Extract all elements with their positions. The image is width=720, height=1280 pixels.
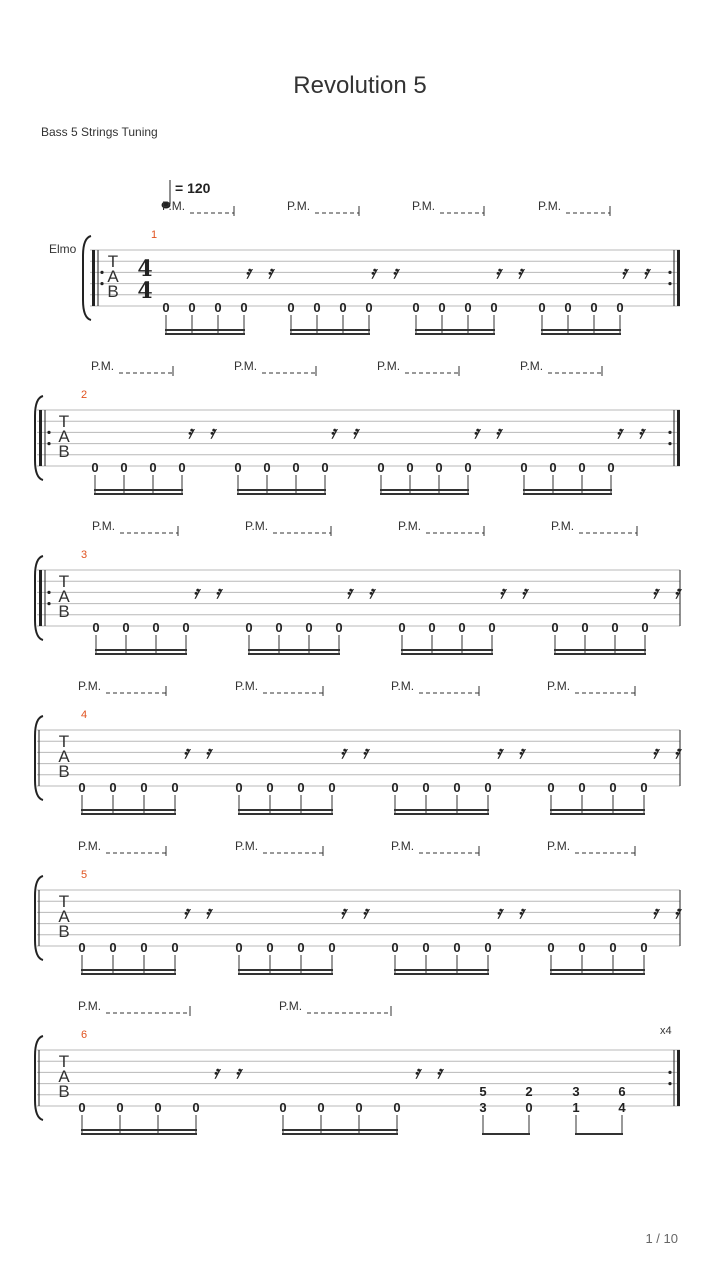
note-beam <box>282 1133 398 1135</box>
fret-number: 0 <box>292 460 300 475</box>
note-beam <box>237 489 326 491</box>
palm-mute-label: P.M. <box>235 839 259 853</box>
repeat-dot <box>100 271 103 274</box>
fret-number: 0 <box>438 300 446 315</box>
fret-number: 0 <box>464 300 472 315</box>
palm-mute-label: P.M. <box>287 199 311 213</box>
fret-number: 0 <box>109 940 117 955</box>
sixteenth-rest: 𝄿 <box>213 1063 219 1083</box>
note-beam <box>81 973 176 975</box>
note-beam <box>81 809 176 811</box>
note-beam <box>541 333 621 335</box>
palm-mute-label: P.M. <box>235 679 259 693</box>
fret-number: 0 <box>78 1100 86 1115</box>
palm-mute-label: P.M. <box>412 199 436 213</box>
fret-number: 5 <box>479 1083 487 1099</box>
sixteenth-rest: 𝄿 <box>473 423 479 443</box>
note-beam <box>81 1129 197 1131</box>
note-beam <box>95 653 187 655</box>
fret-number: 0 <box>305 620 313 635</box>
tab-clef-letter: B <box>58 602 70 621</box>
sixteenth-rest: 𝄿 <box>518 743 524 763</box>
sixteenth-rest: 𝄿 <box>652 903 658 923</box>
fret-number: 0 <box>488 620 496 635</box>
tab-clef-letter: B <box>58 922 70 941</box>
fret-number: 0 <box>484 780 492 795</box>
note-beam <box>95 649 187 651</box>
note-beam <box>401 653 493 655</box>
sixteenth-rest: 𝄿 <box>193 583 199 603</box>
tab-clef-letter: T <box>58 572 70 591</box>
sixteenth-rest: 𝄿 <box>674 903 680 923</box>
fret-number: 0 <box>78 780 86 795</box>
fret-number: 0 <box>297 940 305 955</box>
sixteenth-rest: 𝄿 <box>643 263 649 283</box>
sixteenth-rest: 𝄿 <box>517 263 523 283</box>
fret-number: 0 <box>578 780 586 795</box>
palm-mute-label: P.M. <box>520 359 544 373</box>
tab-clef-letter: A <box>58 1067 70 1086</box>
fret-number: 3 <box>572 1083 580 1099</box>
repeat-end-thick-bar <box>677 410 680 466</box>
fret-number: 0 <box>547 940 555 955</box>
tab-clef-letter: B <box>58 442 70 461</box>
fret-number: 0 <box>188 300 196 315</box>
fret-number: 2 <box>525 1083 533 1099</box>
fret-number: 0 <box>263 460 271 475</box>
fret-number: 0 <box>611 620 619 635</box>
fret-number: 0 <box>458 620 466 635</box>
sixteenth-rest: 𝄿 <box>235 1063 241 1083</box>
note-beam <box>81 969 176 971</box>
fret-number: 0 <box>275 620 283 635</box>
sixteenth-rest: 𝄿 <box>621 263 627 283</box>
palm-mute-label: P.M. <box>78 679 102 693</box>
fret-number: 0 <box>328 940 336 955</box>
fret-number: 0 <box>154 1100 162 1115</box>
note-beam <box>394 813 489 815</box>
note-beam <box>380 489 469 491</box>
fret-number: 0 <box>235 940 243 955</box>
note-beam <box>415 333 495 335</box>
sixteenth-rest: 𝄿 <box>205 903 211 923</box>
fret-number: 0 <box>235 780 243 795</box>
palm-mute-label: P.M. <box>245 519 269 533</box>
tab-clef-letter: A <box>58 747 70 766</box>
fret-number: 0 <box>355 1100 363 1115</box>
sixteenth-rest: 𝄿 <box>267 263 273 283</box>
fret-number: 0 <box>391 780 399 795</box>
note-beam <box>394 809 489 811</box>
page-indicator: 1 / 10 <box>645 1231 678 1246</box>
fret-number: 0 <box>453 780 461 795</box>
note-beam <box>523 493 612 495</box>
fret-number: 0 <box>581 620 589 635</box>
fret-number: 0 <box>171 780 179 795</box>
fret-number: 0 <box>640 940 648 955</box>
sixteenth-rest: 𝄿 <box>209 423 215 443</box>
fret-number: 0 <box>78 940 86 955</box>
bar-number: 2 <box>81 389 88 401</box>
note-beam <box>550 969 645 971</box>
palm-mute-label: P.M. <box>547 839 571 853</box>
sixteenth-rest: 𝄿 <box>652 583 658 603</box>
repeat-dot <box>668 271 671 274</box>
fret-number: 0 <box>435 460 443 475</box>
fret-number: 0 <box>140 780 148 795</box>
fret-number: 0 <box>171 940 179 955</box>
bar-number: 5 <box>81 869 88 881</box>
fret-number: 0 <box>266 780 274 795</box>
sixteenth-rest: 𝄿 <box>183 903 189 923</box>
fret-number: 0 <box>640 780 648 795</box>
fret-number: 0 <box>140 940 148 955</box>
palm-mute-label: P.M. <box>377 359 401 373</box>
fret-number: 0 <box>297 780 305 795</box>
fret-number: 0 <box>116 1100 124 1115</box>
palm-mute-label: P.M. <box>78 839 102 853</box>
note-beam <box>81 813 176 815</box>
tab-clef-letter: T <box>58 1052 70 1071</box>
sixteenth-rest: 𝄿 <box>187 423 193 443</box>
fret-number: 0 <box>91 460 99 475</box>
fret-number: 0 <box>120 460 128 475</box>
fret-number: 0 <box>377 460 385 475</box>
note-beam <box>237 493 326 495</box>
fret-number: 0 <box>406 460 414 475</box>
sixteenth-rest: 𝄿 <box>330 423 336 443</box>
tab-clef-letter: T <box>58 892 70 911</box>
fret-number: 4 <box>618 1100 626 1115</box>
repeat-dot <box>668 1082 671 1085</box>
repeat-start-thick-bar <box>92 250 95 306</box>
fret-number: 0 <box>149 460 157 475</box>
tab-clef-letter: B <box>107 282 119 301</box>
fret-number: 0 <box>578 460 586 475</box>
fret-number: 0 <box>551 620 559 635</box>
fret-number: 0 <box>335 620 343 635</box>
sixteenth-rest: 𝄿 <box>674 583 680 603</box>
bar-number: 4 <box>81 709 88 721</box>
sixteenth-rest: 𝄿 <box>362 743 368 763</box>
fret-number: 0 <box>313 300 321 315</box>
fret-number: 0 <box>152 620 160 635</box>
sixteenth-rest: 𝄿 <box>616 423 622 443</box>
note-beam <box>290 329 370 331</box>
sixteenth-rest: 𝄿 <box>495 423 501 443</box>
time-signature-bottom: 4 <box>137 278 153 304</box>
repeat-count: x4 <box>660 1025 672 1037</box>
fret-number: 1 <box>572 1100 580 1115</box>
palm-mute-label: P.M. <box>538 199 562 213</box>
sixteenth-rest: 𝄿 <box>215 583 221 603</box>
bar-number: 1 <box>151 229 158 241</box>
fret-number: 0 <box>339 300 347 315</box>
repeat-dot <box>100 282 103 285</box>
fret-number: 0 <box>590 300 598 315</box>
fret-number: 0 <box>240 300 248 315</box>
fret-number: 0 <box>616 300 624 315</box>
note-beam <box>94 493 183 495</box>
repeat-dot <box>47 591 50 594</box>
repeat-dot <box>47 602 50 605</box>
song-title: Revolution 5 <box>293 72 427 99</box>
tuning-label: Bass 5 Strings Tuning <box>41 125 158 139</box>
note-beam <box>550 809 645 811</box>
fret-number: 0 <box>490 300 498 315</box>
note-beam <box>380 493 469 495</box>
note-beam <box>248 653 340 655</box>
sixteenth-rest: 𝄿 <box>495 263 501 283</box>
palm-mute-label: P.M. <box>547 679 571 693</box>
note-beam <box>248 649 340 651</box>
fret-number: 0 <box>328 780 336 795</box>
note-beam <box>394 969 489 971</box>
repeat-start-thick-bar <box>39 570 42 626</box>
palm-mute-label: P.M. <box>78 999 102 1013</box>
sixteenth-rest: 𝄿 <box>518 903 524 923</box>
sixteenth-rest: 𝄿 <box>205 743 211 763</box>
repeat-dot <box>47 431 50 434</box>
repeat-end-thick-bar <box>677 1050 680 1106</box>
note-beam <box>165 333 245 335</box>
track-name: Elmo <box>49 242 77 256</box>
repeat-dot <box>668 442 671 445</box>
fret-number: 0 <box>92 620 100 635</box>
tab-clef-letter: T <box>58 412 70 431</box>
fret-number: 3 <box>479 1100 487 1115</box>
sixteenth-rest: 𝄿 <box>183 743 189 763</box>
note-beam <box>523 489 612 491</box>
fret-number: 0 <box>245 620 253 635</box>
sixteenth-rest: 𝄿 <box>414 1063 420 1083</box>
fret-number: 0 <box>422 940 430 955</box>
fret-number: 0 <box>178 460 186 475</box>
fret-number: 0 <box>279 1100 287 1115</box>
palm-mute-label: P.M. <box>391 679 415 693</box>
fret-number: 0 <box>398 620 406 635</box>
fret-number: 0 <box>609 940 617 955</box>
note-beam <box>401 649 493 651</box>
note-beam <box>238 973 333 975</box>
sixteenth-rest: 𝄿 <box>652 743 658 763</box>
fret-number: 0 <box>549 460 557 475</box>
bar-number: 6 <box>81 1029 88 1041</box>
fret-number: 0 <box>453 940 461 955</box>
note-beam <box>81 1133 197 1135</box>
sixteenth-rest: 𝄿 <box>521 583 527 603</box>
fret-number: 0 <box>484 940 492 955</box>
fret-number: 0 <box>422 780 430 795</box>
sixteenth-rest: 𝄿 <box>340 903 346 923</box>
note-beam <box>238 969 333 971</box>
tab-clef-letter: A <box>58 907 70 926</box>
sixteenth-rest: 𝄿 <box>392 263 398 283</box>
note-beam <box>238 809 333 811</box>
fret-number: 0 <box>393 1100 401 1115</box>
note-beam <box>282 1129 398 1131</box>
fret-number: 0 <box>641 620 649 635</box>
note-beam <box>575 1133 623 1135</box>
sixteenth-rest: 𝄿 <box>436 1063 442 1083</box>
sixteenth-rest: 𝄿 <box>638 423 644 443</box>
palm-mute-label: P.M. <box>92 519 116 533</box>
repeat-dot <box>668 1071 671 1074</box>
fret-number: 0 <box>607 460 615 475</box>
fret-number: 0 <box>266 940 274 955</box>
repeat-dot <box>668 431 671 434</box>
fret-number: 0 <box>609 780 617 795</box>
fret-number: 0 <box>109 780 117 795</box>
repeat-start-thick-bar <box>39 410 42 466</box>
sixteenth-rest: 𝄿 <box>346 583 352 603</box>
note-beam <box>290 333 370 335</box>
palm-mute-label: P.M. <box>91 359 115 373</box>
note-beam <box>541 329 621 331</box>
fret-number: 0 <box>317 1100 325 1115</box>
sixteenth-rest: 𝄿 <box>496 903 502 923</box>
fret-number: 0 <box>214 300 222 315</box>
sixteenth-rest: 𝄿 <box>674 743 680 763</box>
tab-clef-letter: A <box>107 267 119 286</box>
repeat-dot <box>47 442 50 445</box>
bar-number: 3 <box>81 549 88 561</box>
fret-number: 0 <box>391 940 399 955</box>
fret-number: 0 <box>578 940 586 955</box>
note-beam <box>550 973 645 975</box>
note-beam <box>482 1133 530 1135</box>
fret-number: 0 <box>365 300 373 315</box>
sixteenth-rest: 𝄿 <box>496 743 502 763</box>
fret-number: 0 <box>192 1100 200 1115</box>
sixteenth-rest: 𝄿 <box>370 263 376 283</box>
fret-number: 0 <box>464 460 472 475</box>
fret-number: 0 <box>182 620 190 635</box>
fret-number: 0 <box>525 1100 533 1115</box>
palm-mute-label: P.M. <box>234 359 258 373</box>
fret-number: 0 <box>538 300 546 315</box>
note-beam <box>238 813 333 815</box>
fret-number: 0 <box>162 300 170 315</box>
sixteenth-rest: 𝄿 <box>362 903 368 923</box>
fret-number: 0 <box>287 300 295 315</box>
sixteenth-rest: 𝄿 <box>499 583 505 603</box>
tab-clef-letter: A <box>58 427 70 446</box>
note-beam <box>554 653 646 655</box>
sixteenth-rest: 𝄿 <box>368 583 374 603</box>
tab-clef-letter: A <box>58 587 70 606</box>
fret-number: 0 <box>234 460 242 475</box>
palm-mute-label: P.M. <box>162 199 186 213</box>
note-beam <box>550 813 645 815</box>
time-signature-top: 4 <box>137 256 153 282</box>
tab-clef-letter: B <box>58 762 70 781</box>
repeat-dot <box>668 282 671 285</box>
fret-number: 0 <box>122 620 130 635</box>
fret-number: 0 <box>564 300 572 315</box>
repeat-end-thick-bar <box>677 250 680 306</box>
tab-clef-letter: T <box>107 252 119 271</box>
fret-number: 0 <box>412 300 420 315</box>
palm-mute-label: P.M. <box>391 839 415 853</box>
note-beam <box>165 329 245 331</box>
note-beam <box>554 649 646 651</box>
palm-mute-label: P.M. <box>551 519 575 533</box>
fret-number: 6 <box>618 1083 626 1099</box>
sixteenth-rest: 𝄿 <box>352 423 358 443</box>
note-beam <box>94 489 183 491</box>
fret-number: 0 <box>520 460 528 475</box>
tempo-marking: = 120 <box>175 180 211 196</box>
sixteenth-rest: 𝄿 <box>340 743 346 763</box>
fret-number: 0 <box>547 780 555 795</box>
tab-clef-letter: B <box>58 1082 70 1101</box>
fret-number: 0 <box>321 460 329 475</box>
note-beam <box>415 329 495 331</box>
note-beam <box>394 973 489 975</box>
fret-number: 0 <box>428 620 436 635</box>
system-bracket <box>83 236 91 320</box>
tab-clef-letter: T <box>58 732 70 751</box>
palm-mute-label: P.M. <box>398 519 422 533</box>
sixteenth-rest: 𝄿 <box>245 263 251 283</box>
palm-mute-label: P.M. <box>279 999 303 1013</box>
